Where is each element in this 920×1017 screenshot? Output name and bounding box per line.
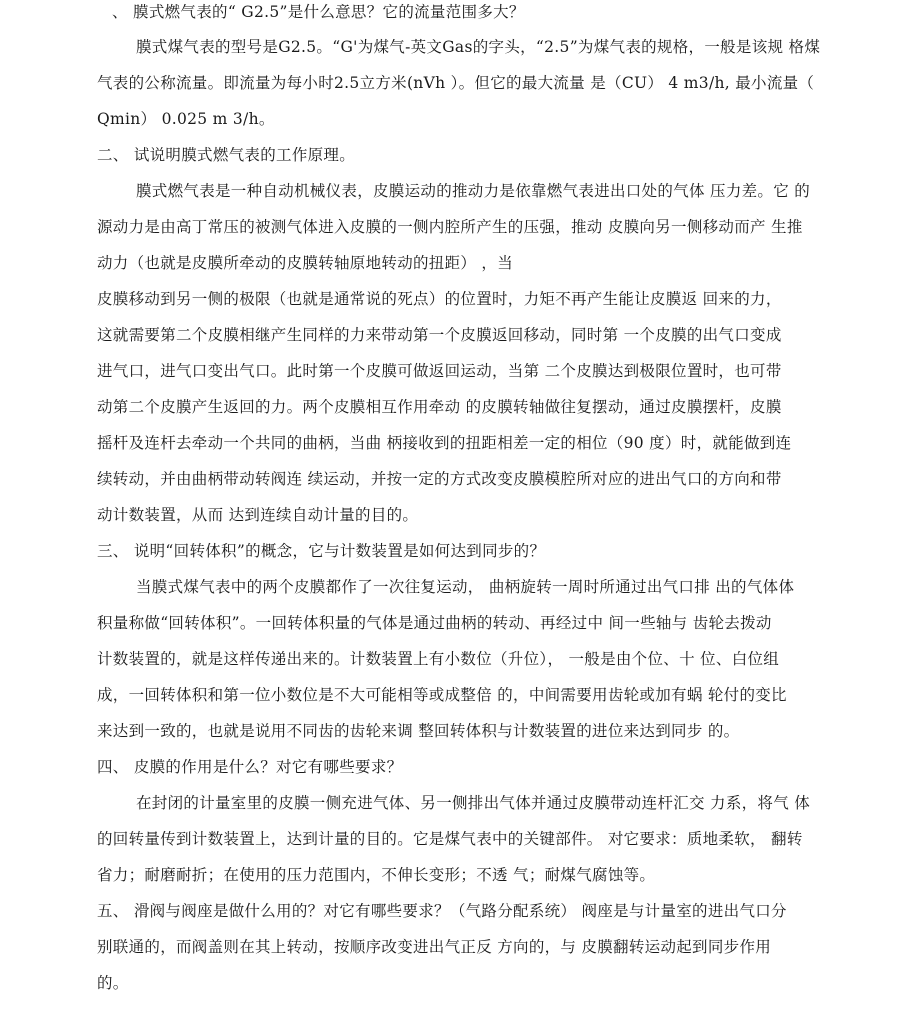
paragraph-2-line-6: 进气口，进气口变出气口。此时第一个皮膜可做返回运动，当第 二个皮膜达到极限位置时，也可带	[97, 362, 782, 380]
heading-2: 二、 试说明膜式燃气表的工作原理。	[97, 146, 356, 164]
paragraph-2-line-7: 动第二个皮膜产生返回的力。两个皮膜相互作用牵动 的皮膜转轴做往复摆动，通过皮膜摆杆，皮膜	[97, 398, 782, 416]
paragraph-1-line-3: Qmin） 0.025 m 3/h。	[97, 110, 275, 128]
heading-1: 、 膜式燃气表的“ G2.5”是什么意思？它的流量范围多大？	[112, 3, 525, 21]
paragraph-2-line-5: 这就需要第二个皮膜相继产生同样的力来带动第一个皮膜返回移动，同时第 一个皮膜的出气口变成	[97, 326, 782, 344]
heading-4: 四、 皮膜的作用是什么？对它有哪些要求？	[97, 758, 403, 776]
paragraph-1-line-2: 气表的公称流量。即流量为每小时2.5立方米(nVh ）。但它的最大流量 是（CU） 4 m3/h, 最小流量（	[97, 74, 815, 92]
paragraph-2-line-9: 续转动，并由曲柄带动转阀连 续运动，并按一定的方式改变皮膜模腔所对应的进出气口的方向和带	[97, 470, 782, 488]
paragraph-2-line-10: 动计数装置，从而 达到连续自动计量的目的。	[97, 506, 419, 524]
heading-3: 三、 说明“回转体积”的概念，它与计数装置是如何达到同步的？	[97, 542, 546, 560]
paragraph-2-line-2: 源动力是由高丁常压的被测气体进入皮膜的一侧内腔所产生的压强，推动 皮膜向另一侧移动而产 生推	[97, 218, 803, 236]
paragraph-3-line-5: 来达到一致的，也就是说用不同齿的齿轮来调 整回转体积与计数装置的进位来达到同步 的。	[97, 722, 740, 740]
paragraph-3-line-3: 计数装置的，就是这样传递出来的。计数装置上有小数位（升位）， 一般是由个位、十 位、白位组	[97, 650, 780, 668]
paragraph-5-line-2: 的。	[97, 974, 129, 992]
paragraph-5-line-1: 别联通的，而阀盖则在其上转动，按顺序改变进出气正反 方向的，与 皮膜翻转运动起到同步作用	[97, 938, 772, 956]
paragraph-2-line-1: 膜式燃气表是一种自动机械仪表，皮膜运动的推动力是依靠燃气表进出口处的气体 压力差。它 的	[136, 182, 811, 200]
paragraph-4-line-3: 省力；耐磨耐折；在使用的压力范围内，不伸长变形；不透 气；耐煤气腐蚀等。	[97, 866, 656, 884]
paragraph-4-line-2: 的回转量传到计数装置上，达到计量的目的。它是煤气表中的关键部件。 对它要求：质地柔软， 翻转	[97, 830, 803, 848]
paragraph-2-line-4: 皮膜移动到另一侧的极限（也就是通常说的死点）的位置时，力矩不再产生能让皮膜返 回来的力，	[97, 290, 782, 308]
heading-5: 五、 滑阀与阀座是做什么用的？对它有哪些要求？（气路分配系统） 阀座是与计量室的进出气口分	[97, 902, 787, 920]
paragraph-2-line-3: 动力（也就是皮膜所牵动的皮膜转轴原地转动的扭距） ，当	[97, 254, 514, 272]
paragraph-3-line-4: 成，一回转体积和第一位小数位是不大可能相等或成整倍 的，中间需要用齿轮或加有蜗 轮付的变比	[97, 686, 787, 704]
paragraph-1-line-1: 膜式煤气表的型号是G2.5。“G'为煤气-英文Gas的字头，“2.5”为煤气表的规格，一般是该规 格煤	[136, 38, 821, 56]
paragraph-2-line-8: 摇杆及连杆去牵动一个共同的曲柄，当曲 柄接收到的扭距相差一定的相位（90 度）时，就能做到连	[97, 434, 792, 452]
paragraph-3-line-1: 当膜式煤气表中的两个皮膜都作了一次往复运动， 曲柄旋转一周时所通过出气口排 出的气体体	[136, 578, 795, 596]
paragraph-3-line-2: 积量称做“回转体积”。一回转体积量的气体是通过曲柄的转动、再经过中 间一些轴与 齿轮去拨动	[97, 614, 772, 632]
paragraph-4-line-1: 在封闭的计量室里的皮膜一侧充进气体、另一侧排出气体并通过皮膜带动连杆汇交 力系，将气 体	[136, 794, 811, 812]
